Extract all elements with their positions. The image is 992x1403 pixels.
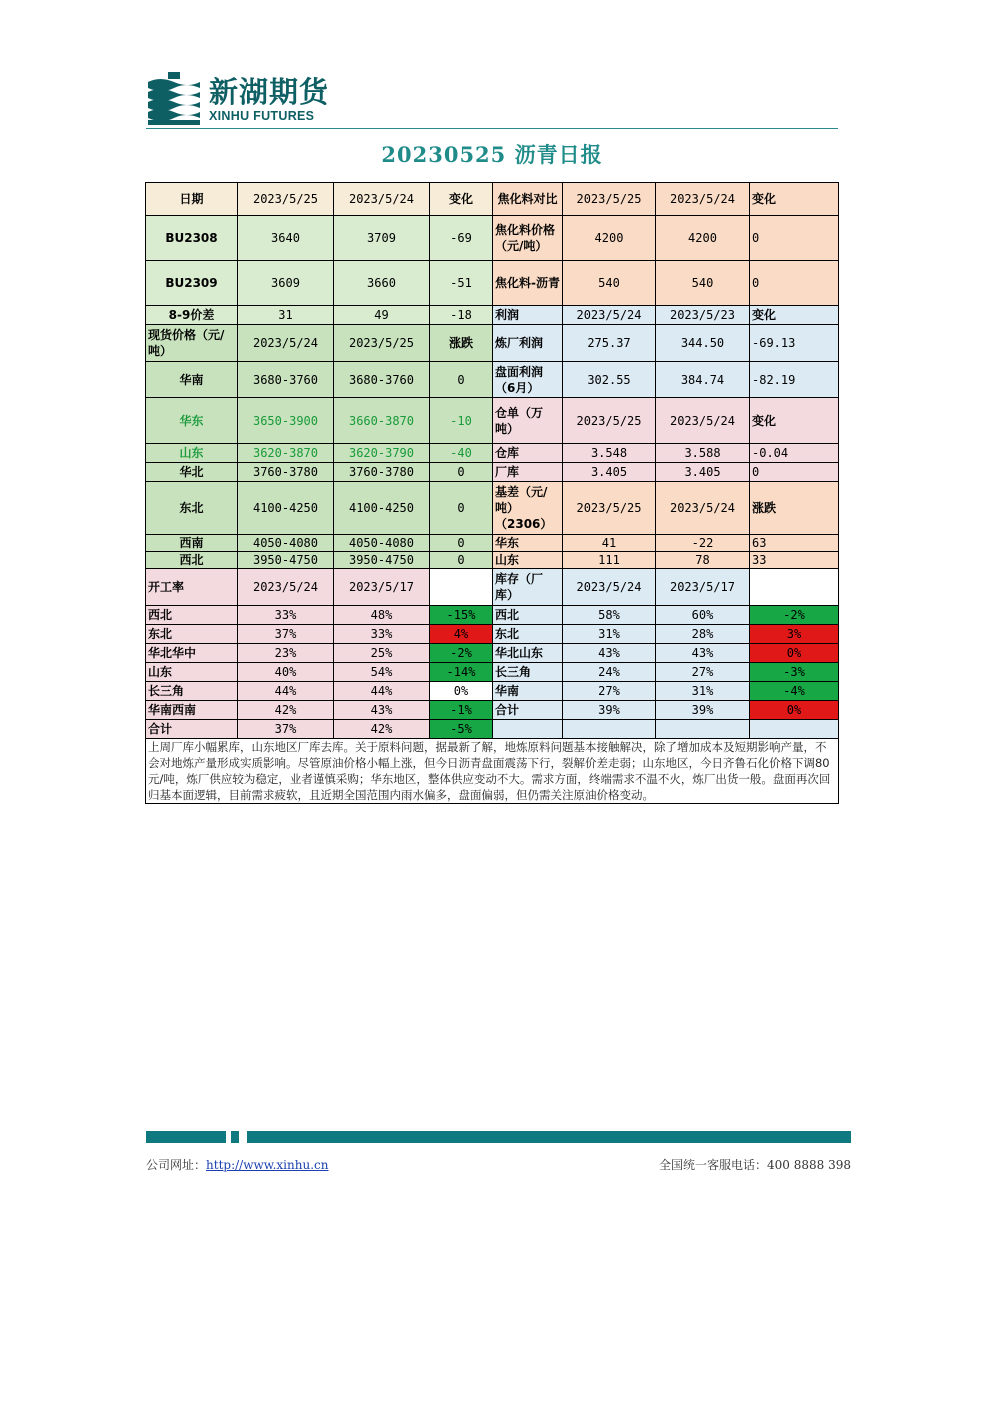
wave-logo-icon xyxy=(146,72,202,126)
table-cell: 2023/5/24 xyxy=(238,569,334,606)
table-cell: 2023/5/24 xyxy=(238,325,334,362)
table-cell: 东北 xyxy=(493,625,563,644)
table-cell: 2023/5/23 xyxy=(656,306,750,325)
table-cell: 变化 xyxy=(430,183,493,216)
table-cell: -2% xyxy=(430,644,493,663)
table-cell: 60% xyxy=(656,606,750,625)
table-cell: -2% xyxy=(750,606,839,625)
market-commentary: 上周厂库小幅累库，山东地区厂库去库。关于原料问题，据最新了解，地炼原料问题基本接触解决，除了增加成本及短期影响产量，不会对地炼产量形成实质影响。尽管原油价格小幅上涨，但今日沥青盘面震荡下行，裂解价差走弱；山东地区，今日齐鲁石化价格下调80元/吨，炼厂供应较为稳定，业者谨慎采购；华东地区，整体供应变动不大。需求方面，终端需求不温不火，炼厂出货一般。盘面再次回归基本面逻辑，目前需求疲软，且近期全国范围内雨水偏多，盘面偏弱，但仍需关注原油价格变动。 xyxy=(146,739,839,804)
table-cell: 2023/5/25 xyxy=(563,398,656,444)
table-cell: 4050-4080 xyxy=(334,535,430,552)
table-cell: 275.37 xyxy=(563,325,656,362)
table-cell: 27% xyxy=(563,682,656,701)
table-cell: 2023/5/24 xyxy=(563,306,656,325)
table-cell: 111 xyxy=(563,552,656,569)
table-row xyxy=(146,398,839,444)
table-cell: -14% xyxy=(430,663,493,682)
asphalt-data-table xyxy=(145,182,839,804)
report-title: 20230525 沥青日报 xyxy=(381,142,603,167)
table-cell: 3760-3780 xyxy=(238,463,334,482)
table-cell: 42% xyxy=(238,701,334,720)
table-cell: 23% xyxy=(238,644,334,663)
table-cell: 3640 xyxy=(238,216,334,261)
table-cell: -22 xyxy=(656,535,750,552)
table-cell: 山东 xyxy=(146,444,238,463)
table-cell: 31% xyxy=(656,682,750,701)
table-row xyxy=(146,552,839,569)
table-cell: -5% xyxy=(430,720,493,739)
table-cell: 4200 xyxy=(563,216,656,261)
table-row xyxy=(146,682,839,701)
table-row xyxy=(146,306,839,325)
table-row xyxy=(146,569,839,606)
table-cell: 41 xyxy=(563,535,656,552)
table-cell: 4100-4250 xyxy=(238,482,334,535)
commentary-row xyxy=(146,739,839,804)
company-logo xyxy=(146,72,336,128)
table-row xyxy=(146,362,839,398)
table-cell: 2023/5/24 xyxy=(563,569,656,606)
table-row xyxy=(146,535,839,552)
table-cell: 58% xyxy=(563,606,656,625)
table-row xyxy=(146,625,839,644)
table-cell: 焦化料对比 xyxy=(493,183,563,216)
brand-name-en: XINHU FUTURES xyxy=(209,109,315,123)
table-row xyxy=(146,261,839,306)
table-row xyxy=(146,463,839,482)
table-cell: 78 xyxy=(656,552,750,569)
table-cell: 37% xyxy=(238,625,334,644)
table-cell: 25% xyxy=(334,644,430,663)
table-cell: 3620-3870 xyxy=(238,444,334,463)
header-divider xyxy=(146,128,838,129)
table-cell: 0 xyxy=(430,362,493,398)
table-cell: 变化 xyxy=(750,183,839,216)
table-cell: 3680-3760 xyxy=(334,362,430,398)
table-row xyxy=(146,663,839,682)
table-cell: 3660-3870 xyxy=(334,398,430,444)
table-cell: 0 xyxy=(430,482,493,535)
table-cell: 37% xyxy=(238,720,334,739)
table-cell: 华南 xyxy=(146,362,238,398)
table-cell: -40 xyxy=(430,444,493,463)
footer-bar xyxy=(231,1131,239,1143)
table-cell: 华东 xyxy=(146,398,238,444)
table-cell: 540 xyxy=(656,261,750,306)
table-row xyxy=(146,606,839,625)
table-cell: 39% xyxy=(656,701,750,720)
table-cell: 2023/5/24 xyxy=(334,183,430,216)
table-cell: -3% xyxy=(750,663,839,682)
table-cell: 长三角 xyxy=(146,682,238,701)
table-cell: 涨跌 xyxy=(750,482,839,535)
table-cell: 540 xyxy=(563,261,656,306)
table-cell: 3680-3760 xyxy=(238,362,334,398)
table-cell: BU2309 xyxy=(146,261,238,306)
table-cell xyxy=(750,720,839,739)
table-cell: 54% xyxy=(334,663,430,682)
table-cell: 28% xyxy=(656,625,750,644)
table-cell: 33% xyxy=(334,625,430,644)
table-cell: -82.19 xyxy=(750,362,839,398)
table-cell: 8-9价差 xyxy=(146,306,238,325)
table-cell xyxy=(563,720,656,739)
table-cell: -4% xyxy=(750,682,839,701)
table-cell: 3760-3780 xyxy=(334,463,430,482)
table-cell: 24% xyxy=(563,663,656,682)
table-cell: 山东 xyxy=(146,663,238,682)
table-cell: 西南 xyxy=(146,535,238,552)
table-cell: 44% xyxy=(334,682,430,701)
brand-name-cn: 新湖期货 xyxy=(209,75,330,109)
table-cell: 2023/5/24 xyxy=(656,183,750,216)
table-cell: 基差（元/吨）（2306） xyxy=(493,482,563,535)
table-cell: -69.13 xyxy=(750,325,839,362)
table-cell: 华北 xyxy=(146,463,238,482)
table-cell: 变化 xyxy=(750,306,839,325)
table-cell: 利润 xyxy=(493,306,563,325)
table-cell: 4% xyxy=(430,625,493,644)
table-cell: -0.04 xyxy=(750,444,839,463)
table-cell: 2023/5/25 xyxy=(334,325,430,362)
table-cell: 40% xyxy=(238,663,334,682)
table-cell: 华北华中 xyxy=(146,644,238,663)
table-cell: 仓单（万吨） xyxy=(493,398,563,444)
table-cell: 山东 xyxy=(493,552,563,569)
table-cell: 焦化料价格（元/吨） xyxy=(493,216,563,261)
table-cell: 涨跌 xyxy=(430,325,493,362)
table-cell: 2023/5/25 xyxy=(238,183,334,216)
table-cell: 库存（厂库） xyxy=(493,569,563,606)
table-cell: 西北 xyxy=(146,552,238,569)
table-cell: 东北 xyxy=(146,482,238,535)
table-cell xyxy=(430,569,493,606)
table-cell: 3709 xyxy=(334,216,430,261)
table-cell: 43% xyxy=(334,701,430,720)
table-cell: 0 xyxy=(430,535,493,552)
table-cell: 3.405 xyxy=(563,463,656,482)
table-cell: 0 xyxy=(430,463,493,482)
table-cell: 西北 xyxy=(146,606,238,625)
table-cell: 31% xyxy=(563,625,656,644)
table-cell: 4200 xyxy=(656,216,750,261)
table-row xyxy=(146,720,839,739)
table-cell: 2023/5/24 xyxy=(656,482,750,535)
table-cell xyxy=(750,569,839,606)
table-cell: 长三角 xyxy=(493,663,563,682)
table-cell: -51 xyxy=(430,261,493,306)
table-cell: 2023/5/17 xyxy=(334,569,430,606)
table-row xyxy=(146,444,839,463)
table-cell: 2023/5/24 xyxy=(656,398,750,444)
table-cell: 盘面利润（6月） xyxy=(493,362,563,398)
table-cell: 厂库 xyxy=(493,463,563,482)
footer-website xyxy=(146,1156,328,1173)
table-cell: 3% xyxy=(750,625,839,644)
table-cell: -18 xyxy=(430,306,493,325)
table-cell: 焦化料-沥青 xyxy=(493,261,563,306)
table-row xyxy=(146,482,839,535)
table-cell: 3650-3900 xyxy=(238,398,334,444)
table-cell: 华南西南 xyxy=(146,701,238,720)
table-cell: 4050-4080 xyxy=(238,535,334,552)
table-cell: 3609 xyxy=(238,261,334,306)
table-cell: 炼厂利润 xyxy=(493,325,563,362)
table-cell: 43% xyxy=(563,644,656,663)
table-cell: 仓库 xyxy=(493,444,563,463)
table-cell: 48% xyxy=(334,606,430,625)
table-cell: 2023/5/25 xyxy=(563,183,656,216)
table-cell: -10 xyxy=(430,398,493,444)
table-cell: 华南 xyxy=(493,682,563,701)
table-cell: -1% xyxy=(430,701,493,720)
table-cell: 2023/5/17 xyxy=(656,569,750,606)
table-cell: 0% xyxy=(750,644,839,663)
table-cell: 3660 xyxy=(334,261,430,306)
table-cell: 日期 xyxy=(146,183,238,216)
table-row xyxy=(146,325,839,362)
table-cell: -15% xyxy=(430,606,493,625)
table-cell: 现货价格（元/吨） xyxy=(146,325,238,362)
table-cell: 302.55 xyxy=(563,362,656,398)
table-cell: 变化 xyxy=(750,398,839,444)
footer-bar xyxy=(247,1131,851,1143)
table-cell: -69 xyxy=(430,216,493,261)
table-cell: 4100-4250 xyxy=(334,482,430,535)
table-cell: 0 xyxy=(750,463,839,482)
table-cell: 开工率 xyxy=(146,569,238,606)
website-link[interactable]: http://www.xinhu.cn xyxy=(206,1158,329,1172)
table-cell: 0% xyxy=(430,682,493,701)
table-cell xyxy=(493,720,563,739)
table-cell: 2023/5/25 xyxy=(563,482,656,535)
table-cell: 63 xyxy=(750,535,839,552)
table-cell: 33 xyxy=(750,552,839,569)
table-cell: 3950-4750 xyxy=(334,552,430,569)
table-cell: 3.548 xyxy=(563,444,656,463)
table-cell: BU2308 xyxy=(146,216,238,261)
footer-bar xyxy=(146,1131,226,1143)
table-cell: 344.50 xyxy=(656,325,750,362)
table-cell: 3950-4750 xyxy=(238,552,334,569)
table-cell: 49 xyxy=(334,306,430,325)
footer-hotline: 全国统一客服电话：400 8888 398 xyxy=(659,1158,851,1172)
table-cell: 合计 xyxy=(493,701,563,720)
table-cell: 西北 xyxy=(493,606,563,625)
table-cell: 3.405 xyxy=(656,463,750,482)
table-cell: 384.74 xyxy=(656,362,750,398)
table-cell: 31 xyxy=(238,306,334,325)
table-cell: 华东 xyxy=(493,535,563,552)
website-label: 公司网址： xyxy=(146,1158,207,1172)
table-cell: 合计 xyxy=(146,720,238,739)
table-cell: 3.588 xyxy=(656,444,750,463)
table-cell: 0 xyxy=(750,216,839,261)
table-row xyxy=(146,644,839,663)
table-row xyxy=(146,183,839,216)
table-cell: 39% xyxy=(563,701,656,720)
table-cell: 东北 xyxy=(146,625,238,644)
table-cell: 3620-3790 xyxy=(334,444,430,463)
table-cell: 44% xyxy=(238,682,334,701)
table-cell: 43% xyxy=(656,644,750,663)
table-cell: 27% xyxy=(656,663,750,682)
table-cell: 0 xyxy=(750,261,839,306)
table-cell: 42% xyxy=(334,720,430,739)
table-cell: 33% xyxy=(238,606,334,625)
table-cell: 华北山东 xyxy=(493,644,563,663)
table-row xyxy=(146,216,839,261)
table-row xyxy=(146,701,839,720)
table-cell: 0% xyxy=(750,701,839,720)
table-cell: 0 xyxy=(430,552,493,569)
table-cell xyxy=(656,720,750,739)
